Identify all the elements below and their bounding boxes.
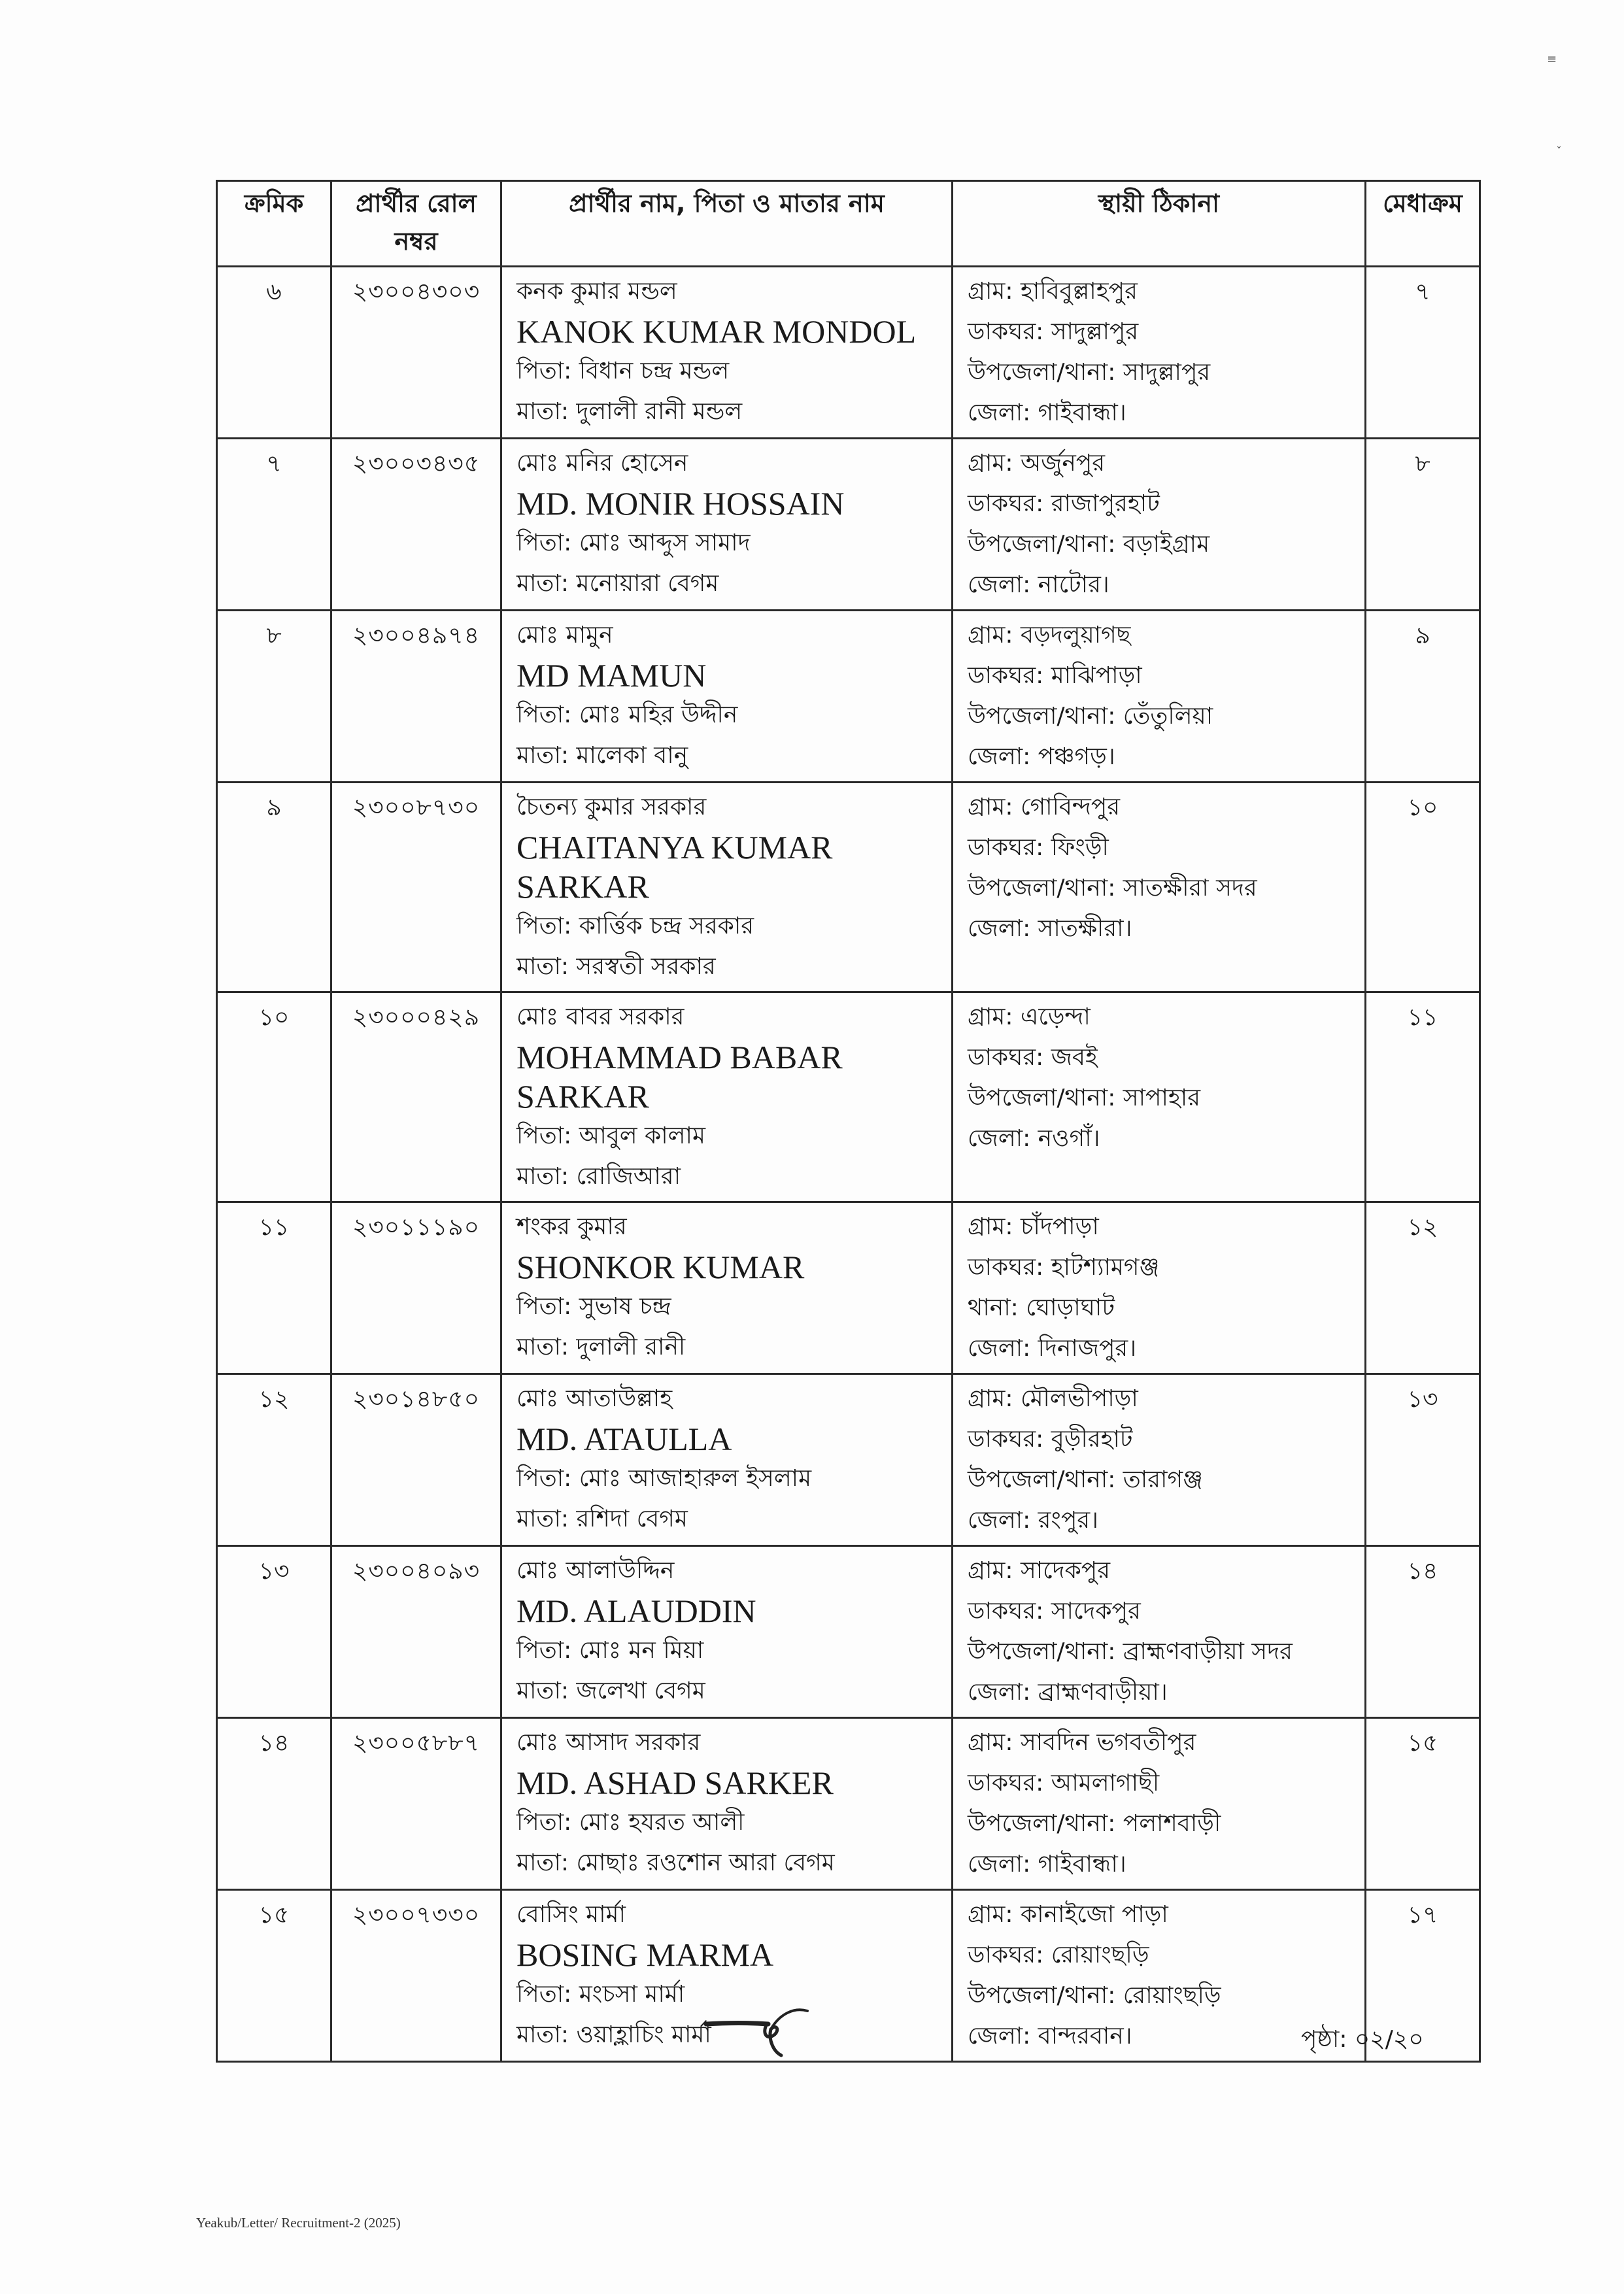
mother-name: মাতা: রশিদা বেগম <box>516 1506 688 1532</box>
roll-number-cell: ২৩০১৪৮৫০ <box>331 1374 501 1546</box>
candidate-name-en: KANOK KUMAR MONDOL <box>516 313 917 350</box>
candidate-name-en: SHONKOR KUMAR <box>516 1249 805 1285</box>
serial-cell: ১০ <box>217 992 331 1202</box>
document-reference: Yeakub/Letter/ Recruitment-2 (2025) <box>196 2215 401 2231</box>
roll-number-cell: ২৩০০৩৪৩৫ <box>331 439 501 611</box>
merit-cell: ১৪ <box>1366 1546 1480 1718</box>
father-name: পিতা: বিধান চন্দ্র মন্ডল <box>516 358 730 384</box>
serial-cell: ১৩ <box>217 1546 331 1718</box>
address-line: ডাকঘর: বুড়ীরহাট <box>968 1426 1133 1453</box>
address-line: ডাকঘর: সাদুল্লাপুর <box>968 318 1139 345</box>
table-row <box>217 439 1480 611</box>
candidate-name-bn: মোঃ মনির হোসেন <box>516 450 688 477</box>
address-line: গ্রাম: এড়েন্দা <box>968 1004 1091 1030</box>
address-line: জেলা: পঞ্চগড়। <box>968 743 1115 770</box>
header-roll: প্রার্থীর রোল নম্বর <box>331 181 501 267</box>
candidate-name-en: MD. ALAUDDIN <box>516 1593 756 1629</box>
father-name: পিতা: মংচসা মার্মা <box>516 1981 685 2008</box>
mother-name: মাতা: জলেখা বেগম <box>516 1678 705 1704</box>
father-name: পিতা: আবুল কালাম <box>516 1122 705 1149</box>
address-cell <box>953 783 1366 992</box>
address-cell <box>953 611 1366 783</box>
address-line: জেলা: নওগাঁ। <box>968 1125 1100 1152</box>
serial-cell: ১৫ <box>217 1890 331 2062</box>
address-line: উপজেলা/থানা: সাপাহার <box>968 1085 1201 1111</box>
address-line: জেলা: ব্রাহ্মণবাড়ীয়া। <box>968 1679 1168 1706</box>
address-line: গ্রাম: গোবিন্দপুর <box>968 794 1121 820</box>
merit-cell: ১২ <box>1366 1202 1480 1374</box>
address-cell <box>953 439 1366 611</box>
table-row <box>217 992 1480 1202</box>
mother-name: মাতা: মনোয়ারা বেগম <box>516 570 719 597</box>
candidate-name-en: MD. ASHAD SARKER <box>516 1764 834 1801</box>
merit-cell: ৭ <box>1366 267 1480 439</box>
address-line: ডাকঘর: আমলাগাছী <box>968 1770 1160 1796</box>
candidate-name-cell <box>501 439 953 611</box>
address-line: ডাকঘর: রাজাপুরহাট <box>968 490 1160 517</box>
candidate-name-bn: মোঃ আলাউদ্দিন <box>516 1557 675 1584</box>
candidate-name-cell <box>501 1546 953 1718</box>
address-line: ডাকঘর: হাটশ্যামগঞ্জ <box>968 1254 1160 1281</box>
serial-cell: ৮ <box>217 611 331 783</box>
candidate-name-cell <box>501 992 953 1202</box>
candidate-name-bn: চৈতন্য কুমার সরকার <box>516 794 707 820</box>
mother-name: মাতা: দুলালী রানী মন্ডল <box>516 398 743 425</box>
candidate-name-bn: মোঃ আতাউল্লাহ <box>516 1385 673 1412</box>
table-row <box>217 1374 1480 1546</box>
candidate-table <box>216 180 1481 2063</box>
address-line: উপজেলা/থানা: ব্রাহ্মণবাড়ীয়া সদর <box>968 1638 1293 1665</box>
address-line: গ্রাম: মৌলভীপাড়া <box>968 1385 1138 1412</box>
mother-name: মাতা: ওয়াহ্লাচিং মার্মা <box>516 2021 711 2048</box>
address-line: জেলা: দিনাজপুর। <box>968 1335 1137 1362</box>
address-line: থানা: ঘোড়াঘাট <box>968 1294 1115 1321</box>
address-line: গ্রাম: হাবিবুল্লাহপুর <box>968 278 1138 305</box>
mother-name: মাতা: দুলালী রানী <box>516 1334 686 1360</box>
candidate-name-bn: কনক কুমার মন্ডল <box>516 278 677 305</box>
candidate-name-bn: মোঃ মামুন <box>516 622 613 649</box>
serial-cell: ৯ <box>217 783 331 992</box>
address-cell <box>953 1546 1366 1718</box>
header-serial: ক্রমিক <box>217 181 331 267</box>
father-name: পিতা: মোঃ আজাহারুল ইসলাম <box>516 1465 812 1492</box>
address-line: গ্রাম: সাবদিন ভগবতীপুর <box>968 1729 1196 1756</box>
merit-cell: ১৩ <box>1366 1374 1480 1546</box>
merit-cell: ১০ <box>1366 783 1480 992</box>
address-line: জেলা: গাইবান্ধা। <box>968 399 1126 426</box>
address-line: গ্রাম: অর্জুনপুর <box>968 450 1106 477</box>
serial-cell: ৬ <box>217 267 331 439</box>
address-line: উপজেলা/থানা: সাদুল্লাপুর <box>968 359 1211 386</box>
address-line: গ্রাম: চাঁদপাড়া <box>968 1213 1099 1240</box>
mother-name: মাতা: মোছাঃ রওশোন আরা বেগম <box>516 1849 835 1876</box>
address-line: জেলা: রংপুর। <box>968 1507 1099 1534</box>
scan-artifact-icon: ≡ <box>1547 52 1557 66</box>
serial-cell: ১২ <box>217 1374 331 1546</box>
roll-number-cell: ২৩০১১১৯০ <box>331 1202 501 1374</box>
candidate-name-bn: মোঃ বাবর সরকার <box>516 1004 685 1030</box>
serial-cell: ৭ <box>217 439 331 611</box>
address-line: ডাকঘর: মাঝিপাড়া <box>968 662 1142 689</box>
roll-number-cell: ২৩০০৮৭৩০ <box>331 783 501 992</box>
father-name: পিতা: কার্ত্তিক চন্দ্র সরকার <box>516 913 754 939</box>
candidate-name-cell <box>501 1374 953 1546</box>
address-cell <box>953 1374 1366 1546</box>
serial-cell: ১১ <box>217 1202 331 1374</box>
address-cell <box>953 267 1366 439</box>
candidate-name-en: MD. ATAULLA <box>516 1421 732 1457</box>
address-line: জেলা: বান্দরবান। <box>968 2023 1132 2049</box>
address-line: গ্রাম: বড়দলুয়াগছ <box>968 622 1131 649</box>
mother-name: মাতা: রোজিআরা <box>516 1163 681 1190</box>
table-row <box>217 267 1480 439</box>
roll-number-cell: ২৩০০৪৩০৩ <box>331 267 501 439</box>
address-cell <box>953 1202 1366 1374</box>
address-line: জেলা: গাইবান্ধা। <box>968 1851 1126 1878</box>
merit-cell: ১৫ <box>1366 1718 1480 1890</box>
table-row <box>217 1890 1480 2062</box>
serial-cell: ১৪ <box>217 1718 331 1890</box>
father-name: পিতা: মোঃ হযরত আলী <box>516 1809 745 1836</box>
table-row <box>217 611 1480 783</box>
candidate-name-cell <box>501 267 953 439</box>
candidate-name-bn: বোসিং মার্মা <box>516 1901 626 1928</box>
address-line: ডাকঘর: রোয়াংছড়ি <box>968 1942 1149 1968</box>
father-name: পিতা: মোঃ মন মিয়া <box>516 1637 704 1664</box>
roll-number-cell: ২৩০০৪৯৭৪ <box>331 611 501 783</box>
address-line: উপজেলা/থানা: তারাগঞ্জ <box>968 1466 1203 1493</box>
mother-name: মাতা: সরস্বতী সরকার <box>516 953 716 980</box>
merit-cell: ৮ <box>1366 439 1480 611</box>
roll-number-cell: ২৩০০৫৮৮৭ <box>331 1718 501 1890</box>
address-line: জেলা: নাটোর। <box>968 571 1109 598</box>
candidate-name-en: MD. MONIR HOSSAIN <box>516 485 845 522</box>
father-name: পিতা: মোঃ মহির উদ্দীন <box>516 701 738 728</box>
address-line: গ্রাম: সাদেকপুর <box>968 1557 1110 1584</box>
merit-cell: ৯ <box>1366 611 1480 783</box>
roll-number-cell: ২৩০০০৪২৯ <box>331 992 501 1202</box>
candidate-name-cell <box>501 1718 953 1890</box>
candidate-name-en: CHAITANYA KUMAR SARKAR <box>516 829 833 905</box>
header-address: স্থায়ী ঠিকানা <box>953 181 1366 267</box>
candidate-name-cell <box>501 611 953 783</box>
father-name: পিতা: মোঃ আব্দুস সামাদ <box>516 530 751 556</box>
candidate-name-en: MOHAMMAD BABAR SARKAR <box>516 1039 843 1115</box>
address-line: উপজেলা/থানা: সাতক্ষীরা সদর <box>968 875 1257 902</box>
address-line: উপজেলা/থানা: তেঁতুলিয়া <box>968 703 1213 730</box>
candidate-name-en: MD MAMUN <box>516 657 707 694</box>
address-line: ডাকঘর: সাদেকপুর <box>968 1598 1141 1625</box>
address-line: উপজেলা/থানা: রোয়াংছড়ি <box>968 1982 1221 2009</box>
roll-number-cell: ২৩০০৪০৯৩ <box>331 1546 501 1718</box>
address-line: গ্রাম: কানাইজো পাড়া <box>968 1901 1168 1928</box>
address-line: উপজেলা/থানা: পলাশবাড়ী <box>968 1810 1221 1837</box>
table-row <box>217 1718 1480 1890</box>
header-name: প্রার্থীর নাম, পিতা ও মাতার নাম <box>501 181 953 267</box>
address-line: ডাকঘর: ফিংড়ী <box>968 834 1109 861</box>
table-row <box>217 1546 1480 1718</box>
roll-number-cell: ২৩০০৭৩৩০ <box>331 1890 501 2062</box>
father-name: পিতা: সুভাষ চন্দ্র <box>516 1293 671 1320</box>
candidate-name-cell <box>501 1202 953 1374</box>
address-line: জেলা: সাতক্ষীরা। <box>968 915 1132 942</box>
header-merit: মেধাক্রম <box>1366 181 1480 267</box>
candidate-name-cell <box>501 783 953 992</box>
page-number: পৃষ্ঠা: ০২/২০ <box>1301 2026 1424 2053</box>
table-header-row <box>217 181 1480 267</box>
address-line: ডাকঘর: জবই <box>968 1044 1098 1071</box>
address-cell <box>953 1718 1366 1890</box>
scan-artifact-icon: ˇ <box>1556 145 1562 159</box>
mother-name: মাতা: মালেকা বানু <box>516 742 688 769</box>
table-row <box>217 1202 1480 1374</box>
candidate-name-en: BOSING MARMA <box>516 1936 774 1973</box>
merit-cell: ১৭ <box>1366 1890 1480 2062</box>
table-row <box>217 783 1480 992</box>
merit-cell: ১১ <box>1366 992 1480 1202</box>
address-line: উপজেলা/থানা: বড়াইগ্রাম <box>968 531 1210 558</box>
signature-icon <box>703 2000 814 2059</box>
candidate-name-bn: শংকর কুমার <box>516 1213 627 1240</box>
candidate-name-bn: মোঃ আসাদ সরকার <box>516 1729 701 1756</box>
address-cell <box>953 992 1366 1202</box>
